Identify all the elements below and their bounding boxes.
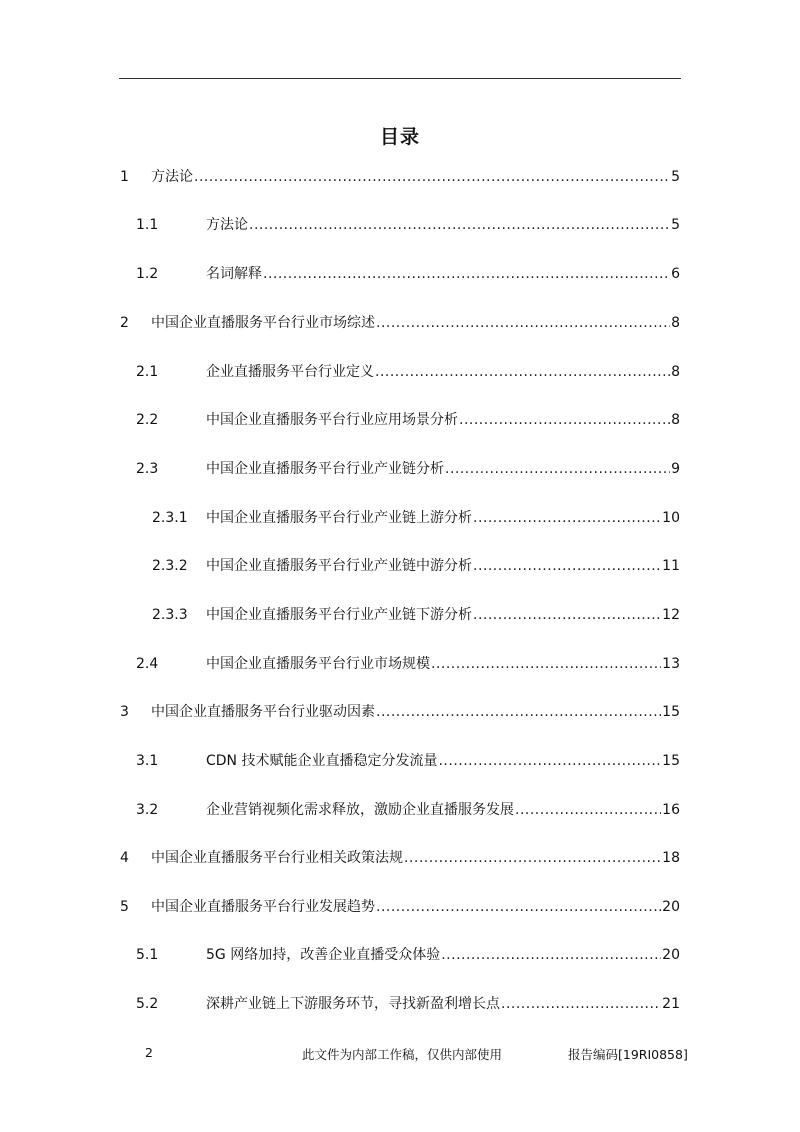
toc-entry-number: 5.1 — [136, 947, 159, 963]
toc-entry-number: 3.2 — [136, 802, 159, 818]
dot-leader — [473, 605, 661, 625]
toc-entry[interactable] — [136, 994, 680, 1014]
dot-leader — [459, 410, 670, 430]
toc-entry-title: 深耕产业链上下游服务环节，寻找新盈利增长点 — [206, 996, 500, 1012]
toc-entry-page: 20 — [662, 947, 680, 963]
dot-leader — [263, 264, 670, 284]
toc-entry-title: 中国企业直播服务平台行业市场综述 — [151, 315, 375, 331]
toc-entry[interactable] — [136, 654, 680, 674]
toc-entry[interactable] — [136, 362, 680, 382]
dot-leader — [249, 215, 670, 235]
dot-leader — [375, 362, 670, 382]
toc-entry-title: 名词解释 — [206, 266, 262, 282]
toc-entry-number: 2.3.1 — [152, 510, 188, 526]
toc-entry-number: 2.3.3 — [152, 607, 188, 623]
toc-entry[interactable] — [152, 605, 680, 625]
toc-entry-title: 企业营销视频化需求释放，激励企业直播服务发展 — [206, 802, 514, 818]
dot-leader — [473, 508, 661, 528]
toc-entry-page: 8 — [671, 315, 680, 331]
footer-notice: 此文件为内部工作稿，仅供内部使用 — [302, 1047, 503, 1062]
dot-leader — [441, 945, 661, 965]
toc-entry-title: CDN 技术赋能企业直播稳定分发流量 — [206, 753, 438, 769]
toc-entry-title: 企业直播服务平台行业定义 — [206, 364, 374, 380]
toc-entry[interactable] — [120, 313, 680, 333]
toc-entry-number: 5.2 — [136, 996, 159, 1012]
toc-entry-title: 中国企业直播服务平台行业相关政策法规 — [151, 850, 403, 866]
toc-entry[interactable] — [152, 556, 680, 576]
toc-entry-page: 12 — [662, 607, 680, 623]
dot-leader — [501, 994, 661, 1014]
toc-entry-title: 中国企业直播服务平台行业市场规模 — [206, 656, 430, 672]
toc-entry-number: 2 — [120, 315, 129, 331]
toc-entry-number: 2.4 — [136, 656, 159, 672]
toc-entry-title: 中国企业直播服务平台行业产业链分析 — [206, 461, 444, 477]
toc-entry-title: 中国企业直播服务平台行业应用场景分析 — [206, 412, 458, 428]
toc-entry-number: 4 — [120, 850, 129, 866]
toc-entry-title: 中国企业直播服务平台行业产业链上游分析 — [206, 510, 472, 526]
dot-leader — [376, 702, 661, 722]
toc-entry-number: 3.1 — [136, 753, 159, 769]
toc-entry-number: 1 — [120, 169, 129, 185]
toc-entry-page: 6 — [671, 266, 680, 282]
dot-leader — [431, 654, 661, 674]
toc-entry-page: 8 — [671, 364, 680, 380]
toc-entry-page: 9 — [671, 461, 680, 477]
toc-entry[interactable] — [120, 848, 680, 868]
dot-leader — [515, 800, 661, 820]
toc-entry-number: 2.2 — [136, 412, 159, 428]
toc-entry-title: 方法论 — [206, 217, 248, 233]
dot-leader — [376, 897, 661, 917]
toc-entry[interactable] — [136, 945, 680, 965]
toc-entry-title: 方法论 — [151, 169, 193, 185]
toc-entry[interactable] — [136, 751, 680, 771]
toc-entry-number: 1.1 — [136, 217, 159, 233]
toc-entry-title: 中国企业直播服务平台行业产业链中游分析 — [206, 558, 472, 574]
toc-entry-title: 5G 网络加持，改善企业直播受众体验 — [206, 947, 441, 963]
toc-entry-page: 11 — [662, 558, 680, 574]
dot-leader — [438, 751, 661, 771]
toc-entry-number: 2.1 — [136, 364, 159, 380]
toc-entry-number: 2.3 — [136, 461, 159, 477]
toc-entry-number: 1.2 — [136, 266, 159, 282]
page-title: 目录 — [379, 126, 420, 148]
toc-entry[interactable] — [136, 800, 680, 820]
toc-entry[interactable] — [120, 167, 680, 187]
toc-entry[interactable] — [120, 702, 680, 722]
dot-leader — [445, 459, 670, 479]
toc-entry-title: 中国企业直播服务平台行业产业链下游分析 — [206, 607, 472, 623]
dot-leader — [473, 556, 661, 576]
toc-entry-title: 中国企业直播服务平台行业驱动因素 — [151, 704, 375, 720]
toc-entry-page: 20 — [662, 899, 680, 915]
toc-entry-page: 13 — [662, 656, 680, 672]
toc-entry[interactable] — [136, 410, 680, 430]
toc-entry-page: 5 — [671, 217, 680, 233]
toc-entry[interactable] — [152, 508, 680, 528]
toc-entry-number: 2.3.2 — [152, 558, 188, 574]
toc-entry[interactable] — [136, 215, 680, 235]
toc-entry[interactable] — [120, 897, 680, 917]
toc-entry-page: 8 — [671, 412, 680, 428]
toc-entry-page: 21 — [662, 996, 680, 1012]
toc-entry-title: 中国企业直播服务平台行业发展趋势 — [151, 899, 375, 915]
dot-leader — [194, 167, 670, 187]
footer-report-code: 报告编码[19RI0858] — [568, 1047, 688, 1062]
toc-entry-number: 5 — [120, 899, 129, 915]
toc-entry-page: 5 — [671, 169, 680, 185]
toc-entry-page: 15 — [662, 753, 680, 769]
toc-entry-number: 3 — [120, 704, 129, 720]
toc-entry-page: 10 — [662, 510, 680, 526]
toc-entry[interactable] — [136, 459, 680, 479]
toc-entry-page: 15 — [662, 704, 680, 720]
toc-entry-page: 18 — [662, 850, 680, 866]
dot-leader — [376, 313, 670, 333]
dot-leader — [404, 848, 661, 868]
toc-entry-page: 16 — [662, 802, 680, 818]
footer-page-number: 2 — [145, 1045, 153, 1060]
toc-entry[interactable] — [136, 264, 680, 284]
